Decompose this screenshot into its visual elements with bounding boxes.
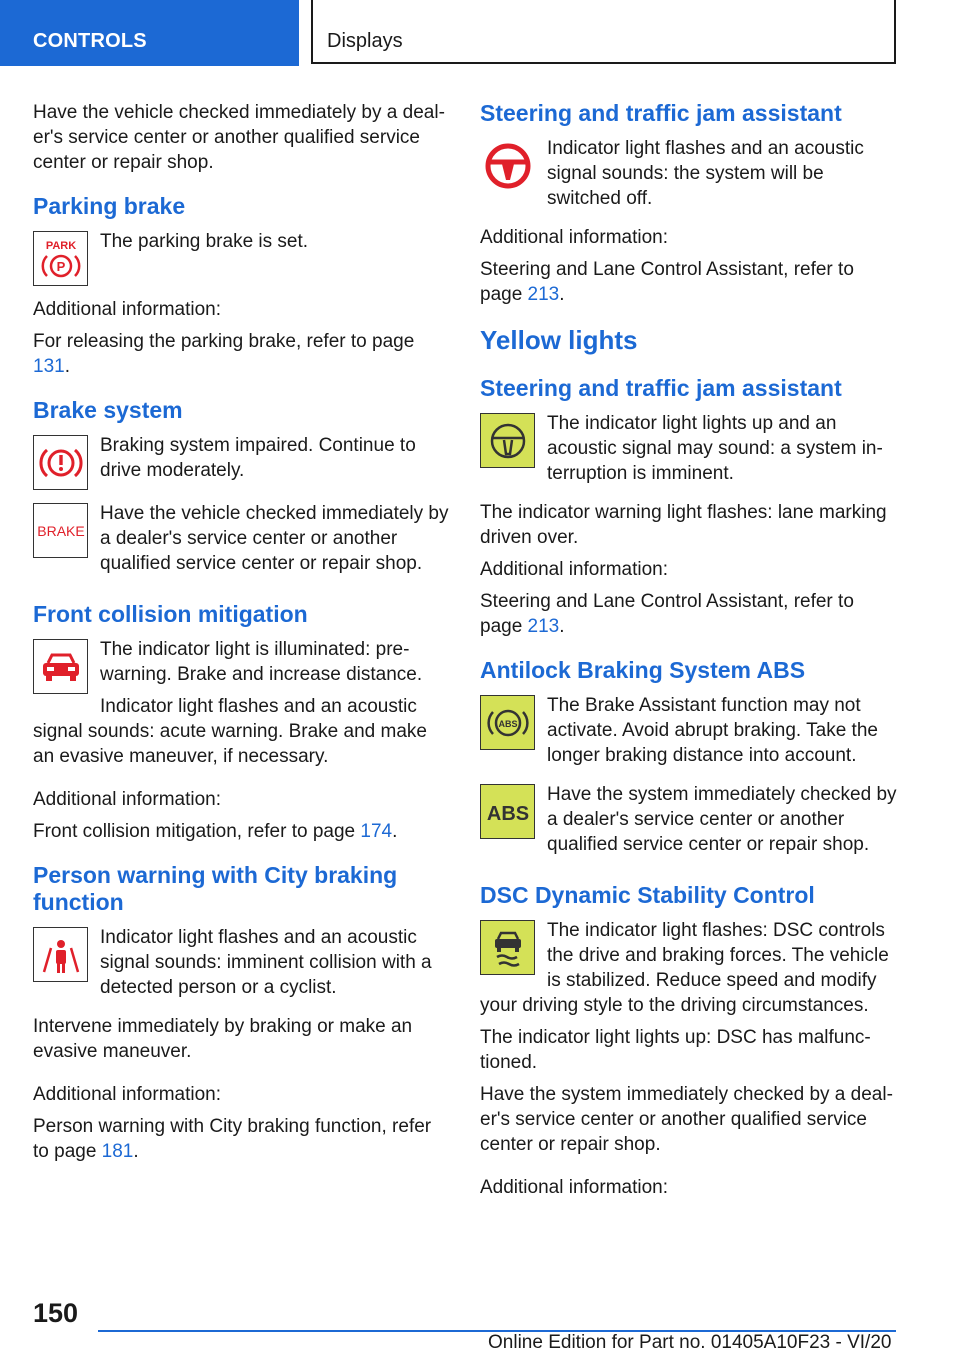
collision-block (33, 637, 451, 787)
page-header (0, 0, 960, 66)
steering-wheel-yellow-icon (480, 413, 535, 468)
right-column (480, 100, 898, 1207)
svg-text:ABS: ABS (497, 718, 518, 729)
collision-text-1: The indicator light is illuminated: prewarning. Brake and increase distance. (100, 639, 423, 685)
steering-yellow-additional: Additional information: (480, 559, 668, 580)
page-link-213-a[interactable]: 213 (527, 284, 560, 305)
car-collision-icon (33, 639, 88, 694)
brake-warning-icon (33, 435, 88, 490)
heading-yellow-lights: Yellow lights (480, 325, 638, 355)
svg-text:BRAKE: BRAKE (36, 522, 85, 539)
person-additional-label: Additional information: (33, 1084, 221, 1105)
collision-text-2: Indicator light flashes and an acoustic signal sounds: acute warning. Brake and make an evasive maneuver, if necessary. (33, 696, 427, 767)
heading-front-collision: Front collision mitigation (33, 601, 308, 627)
page-link-213-b[interactable]: 213 (527, 616, 560, 637)
pedestrian-warning-icon (33, 927, 88, 982)
parking-additional-label: Additional information: (33, 299, 221, 320)
brake-system-text-1: Braking system impaired. Continue to drive moderately. (100, 435, 416, 481)
abs-text-1: The Brake Assistant function may not activate. Avoid abrupt braking. Take the longer braking distance into account. (547, 695, 878, 766)
person-reference: Person warning with City braking function, refer to page 181. (33, 1116, 432, 1162)
brake-system-text-2: Have the vehicle checked immediately by a dealer's service center or another qualified service center or repair shop. (100, 503, 449, 574)
park-brake-icon (33, 231, 88, 286)
left-column (33, 100, 451, 1171)
svg-text:ABS: ABS (486, 802, 529, 825)
brake-system-block-1 (33, 433, 451, 494)
heading-steering-yellow: Steering and traffic jam assistant (480, 375, 842, 401)
page-number: 150 (33, 1298, 79, 1328)
parking-reference: For releasing the parking brake, refer to page 131. (33, 331, 415, 377)
abs-circle-icon (480, 695, 535, 750)
steering-yellow-text-1: The indicator light lights up and an acoustic signal may sound: a system interruption is imminent. (547, 413, 883, 484)
dsc-skid-icon (480, 920, 535, 975)
dsc-block (480, 918, 898, 1175)
steering-red-block (480, 136, 898, 218)
steering-yellow-text-2: The indicator warning light flashes: lane marking driven over. (480, 502, 887, 548)
dsc-text-3: Have the system immediately checked by a dealer's service center or another qualified service center or repair shop. (480, 1084, 893, 1155)
collision-additional-label: Additional information: (33, 789, 221, 810)
person-warning-block (33, 925, 451, 1007)
svg-text:P: P (56, 258, 65, 274)
heading-abs: Antilock Braking System ABS (480, 657, 806, 683)
dsc-text-2: The indicator light lights up: DSC has malfunctioned. (480, 1027, 871, 1073)
page-link-181[interactable]: 181 (101, 1141, 134, 1162)
subsection-tab-displays[interactable]: Displays (311, 0, 896, 64)
abs-block-1 (480, 693, 898, 775)
steering-yellow-block (480, 411, 898, 493)
heading-person-warning: Person warning with City braking function (33, 862, 398, 915)
page-link-174[interactable]: 174 (360, 821, 393, 842)
svg-text:PARK: PARK (45, 239, 76, 252)
person-warning-text-2: Intervene immediately by braking or make an evasive maneuver. (33, 1016, 413, 1062)
dsc-additional: Additional information: (480, 1177, 668, 1198)
steering-red-additional: Additional information: (480, 227, 668, 248)
heading-parking-brake: Parking brake (33, 193, 186, 219)
heading-brake-system: Brake system (33, 397, 183, 423)
dsc-text-1: The indicator light flashes: DSC controls the drive and braking forces. The vehicle is stabilized. Reduce speed and modify your driving style to the driving circumstances. (480, 920, 889, 1016)
brake-system-block-2 (33, 501, 451, 594)
abs-block-2 (480, 782, 898, 875)
person-warning-text-1: Indicator light flashes and an acoustic signal sounds: imminent collision with a detected person or a cyclist. (100, 927, 432, 998)
heading-dsc: DSC Dynamic Stability Control (480, 882, 815, 908)
edition-text: Online Edition for Part no. 01405A10F23 - VI/20 (488, 1332, 892, 1353)
heading-steering-red: Steering and traffic jam assistant (480, 100, 842, 126)
steering-yellow-reference: Steering and Lane Control Assistant, refer to page 213. (480, 591, 854, 637)
parking-brake-block (33, 229, 451, 290)
steering-red-text: Indicator light flashes and an acoustic signal sounds: the system will be switched off. (547, 138, 864, 209)
steering-wheel-red-icon (480, 138, 535, 193)
page-link-131[interactable]: 131 (33, 356, 65, 377)
abs-text-2: Have the system immediately checked by a dealer's service center or another qualified service center or repair shop. (547, 784, 897, 855)
steering-red-reference: Steering and Lane Control Assistant, refer to page 213. (480, 259, 854, 305)
section-tab-controls[interactable]: CONTROLS (0, 0, 299, 66)
brake-text-icon (33, 503, 88, 558)
parking-brake-text: The parking brake is set. (100, 231, 309, 252)
collision-reference: Front collision mitigation, refer to page 174. (33, 821, 398, 842)
intro-paragraph: Have the vehicle checked immediately by a dealer's service center or another qualified service center or repair shop. (33, 102, 445, 173)
abs-text-icon (480, 784, 535, 839)
